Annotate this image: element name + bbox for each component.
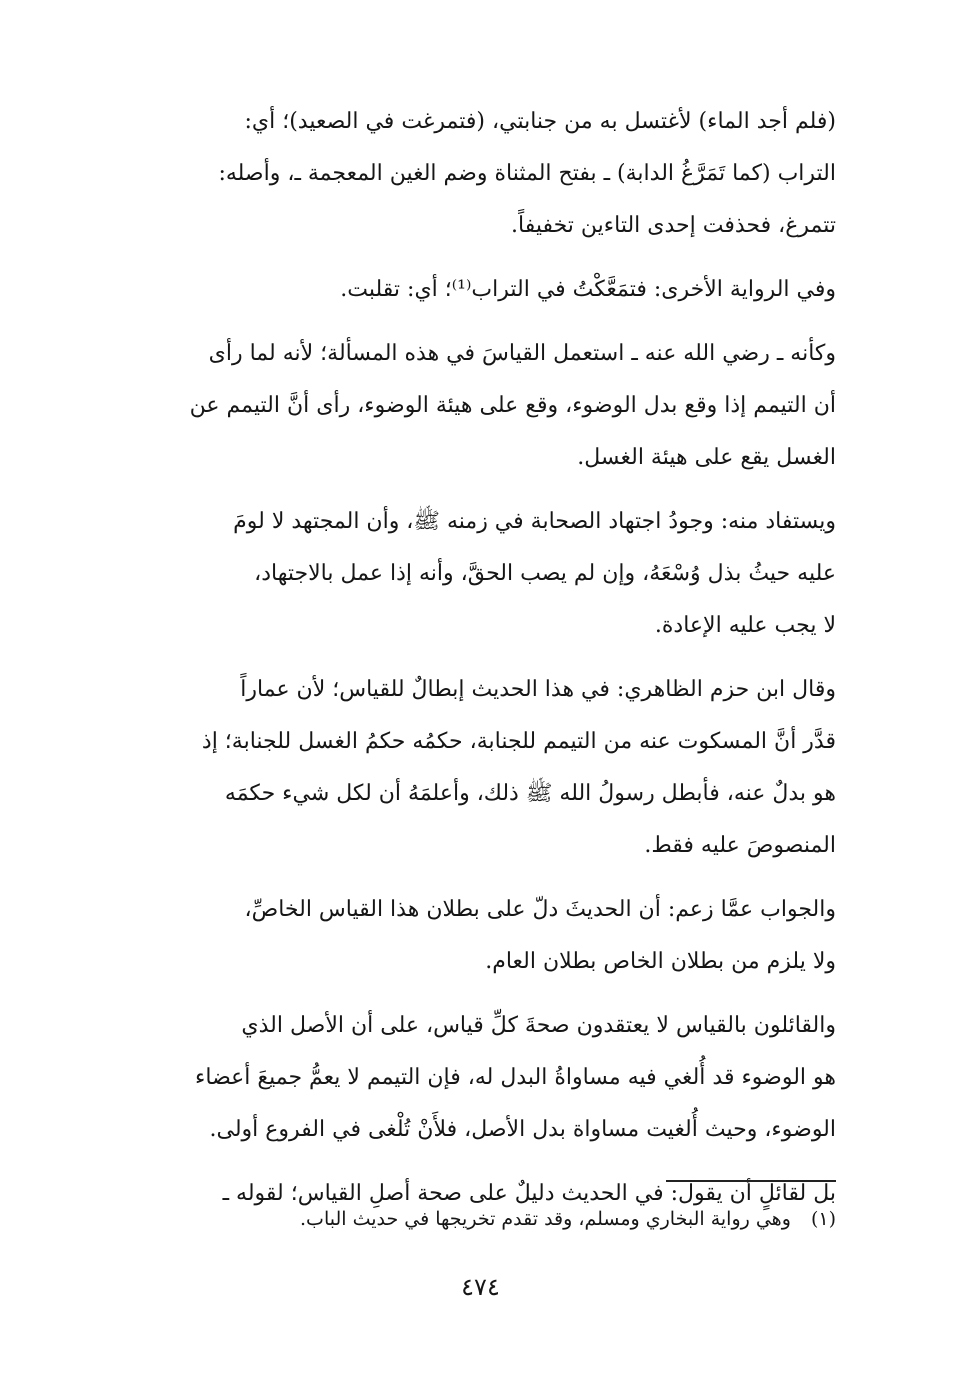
text-line: والجواب عمَّا زعم: أن الحديثَ دلّ على بطلان هذا القياس الخاصِّ، xyxy=(244,897,836,922)
paragraph-ijtihad xyxy=(114,496,836,652)
text-line: وفي الرواية الأخرى: فتمَعَّكْتُ في التراب⁽¹⁾؛ أي: تقلبت. xyxy=(340,277,836,302)
text-line: التراب (كما تَمَرَّغُ الدابة) ـ بفتح المثناة وضم الغين المعجمة ـ، وأصله: xyxy=(218,161,836,186)
text-line: وكأنه ـ رضي الله عنه ـ استعمل القياسَ في هذه المسألة؛ لأنه لما رأى xyxy=(208,341,836,366)
text-line: ولا يلزم من بطلان الخاص بطلان العام. xyxy=(485,949,836,974)
text-line: (فلم أجد الماء) لأغتسل به من جنابتي، (فتمرغت في الصعيد)؛ أي: xyxy=(244,109,836,134)
paragraph-other-narration xyxy=(114,264,836,316)
text-line: هو بدلٌ عنه، فأبطل رسولُ الله ﷺ ذلك، وأعلمَهُ أن لكل شيء حكمَه xyxy=(224,781,836,806)
paragraph-answer xyxy=(114,884,836,988)
text-line: المنصوصَ عليه فقط. xyxy=(644,833,836,858)
page-number: ٤٧٤ xyxy=(461,1273,500,1301)
text-line: عليه حيثُ بذل وُسْعَهُ، وإن لم يصب الحقَّ، وأنه إذا عمل بالاجتهاد، xyxy=(254,561,836,586)
body-text xyxy=(114,96,836,1232)
text-line: ويستفاد منه: وجودُ اجتهاد الصحابة في زمنه ﷺ، وأن المجتهد لا لومَ xyxy=(233,509,836,534)
paragraph-proponents xyxy=(114,1000,836,1156)
paragraph-qiyas xyxy=(114,328,836,484)
footnote-marker: (١) xyxy=(810,1208,836,1230)
paragraph-ibn-hazm xyxy=(114,664,836,872)
text-line: الغسل يقع على هيئة الغسل. xyxy=(577,445,836,470)
text-line: الوضوء، وحيث أُلغيت مساواة بدل الأصل، فلأَنْ تُلْغى في الفروع أولى. xyxy=(209,1117,836,1142)
text-line: قدَّر أنَّ المسكوت عنه من التيمم للجنابة، حكمُه حكمُ الغسل للجنابة؛ إذ xyxy=(201,729,836,754)
text-line: وقال ابن حزم الظاهري: في هذا الحديث إبطالٌ للقياس؛ لأن عماراً xyxy=(240,677,836,702)
text-line: والقائلون بالقياس لا يعتقدون صحةَ كلِّ قياس، على أن الأصل الذي xyxy=(241,1013,836,1038)
text-line: تتمرغ، فحذفت إحدى التاءين تخفيفاً. xyxy=(511,213,836,238)
text-line: هو الوضوء قد أُلغي فيه مساواةُ البدل له، فإن التيمم لا يعمُّ جميعَ أعضاء xyxy=(195,1065,836,1090)
footnote-text: وهي رواية البخاري ومسلم، وقد تقدم تخريجها في حديث الباب. xyxy=(300,1208,791,1230)
footnote xyxy=(114,1204,836,1234)
text-line: لا يجب عليه الإعادة. xyxy=(654,613,836,638)
text-line: بل لقائلٍ أن يقول: في الحديث دليلٌ على صحة أصلِ القياس؛ لقوله ـ xyxy=(222,1181,836,1206)
footnote-divider xyxy=(666,1180,836,1182)
paragraph-tamarrugh xyxy=(114,96,836,252)
text-line: أن التيمم إذا وقع بدل الوضوء، وقع على هيئة الوضوء، رأى أنَّ التيمم عن xyxy=(189,393,836,418)
